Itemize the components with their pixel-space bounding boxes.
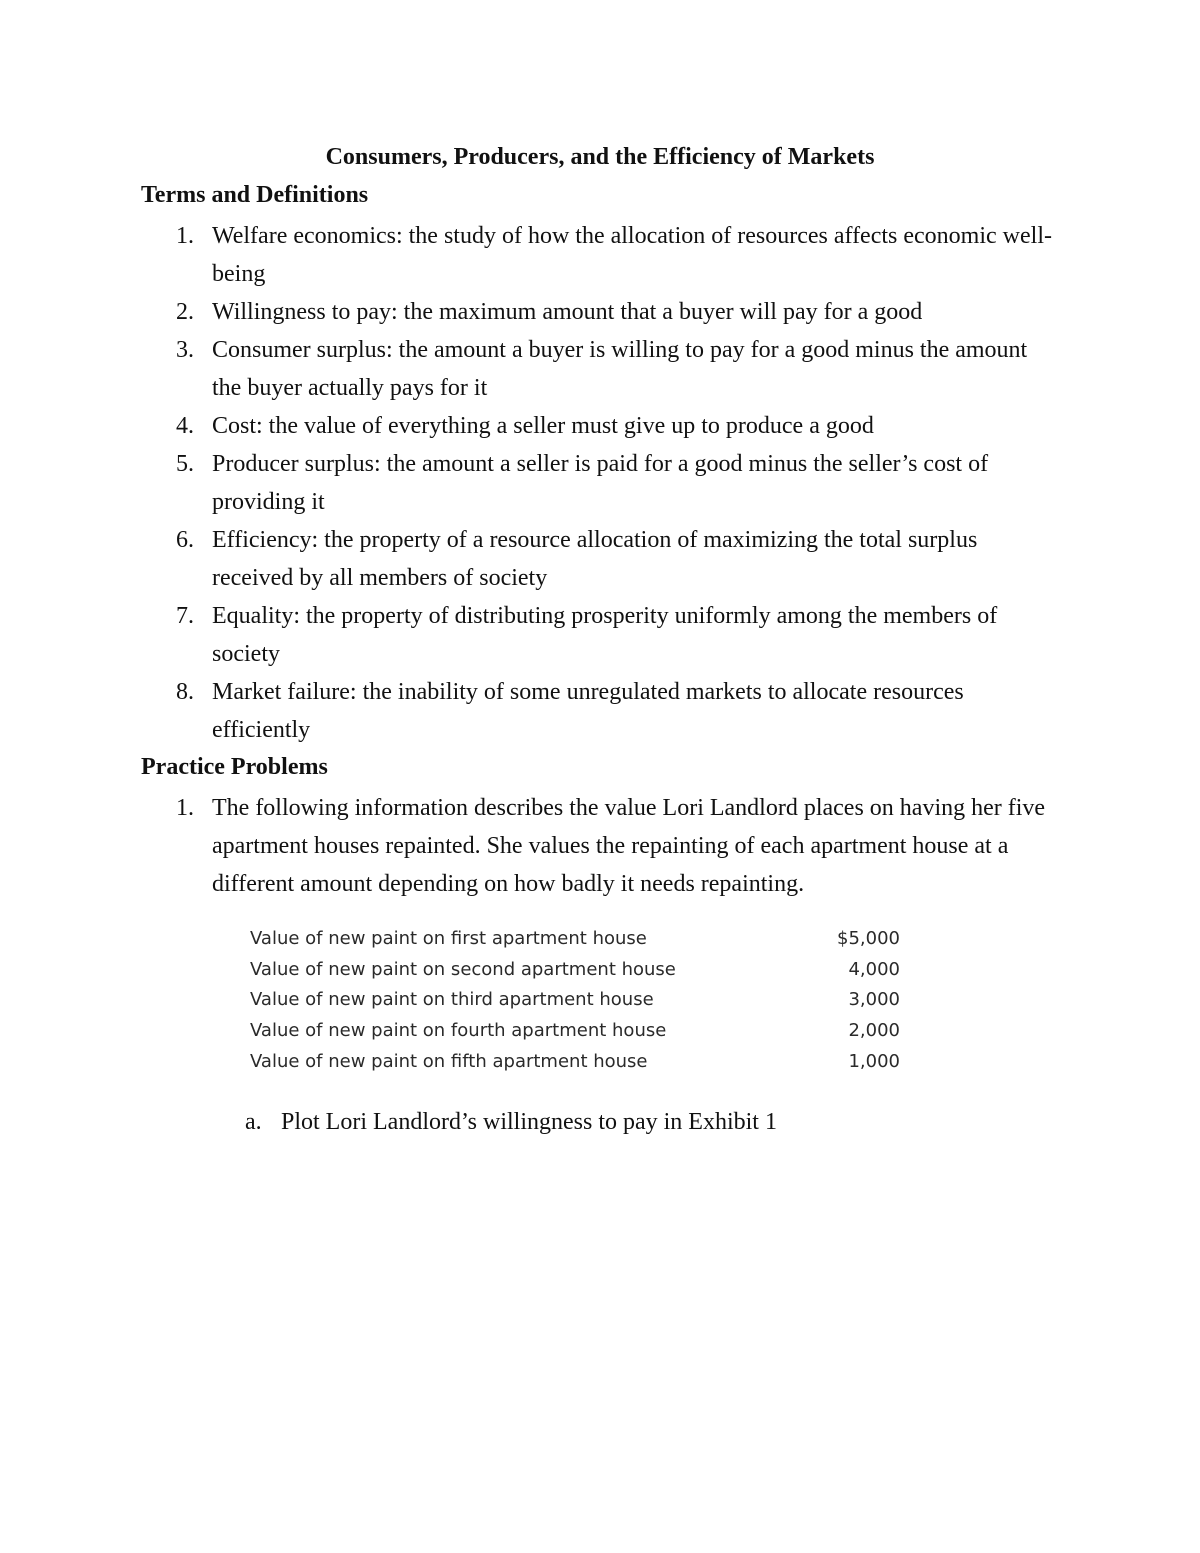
term-number: 4.	[176, 413, 194, 439]
table-row	[250, 924, 900, 955]
row-label: Value of new paint on fourth apartment house	[250, 1020, 667, 1042]
problem-number: 1.	[176, 795, 194, 821]
terms-heading: Terms and Definitions	[141, 182, 369, 208]
term-text: Welfare economics: the study of how the allocation of resources affects economic well-being	[212, 223, 1052, 287]
problems-list	[141, 789, 1061, 903]
term-item	[141, 521, 1061, 597]
term-number: 5.	[176, 451, 194, 477]
table-row	[250, 985, 900, 1016]
row-label: Value of new paint on fifth apartment house	[250, 1050, 648, 1072]
row-amount: 3,000	[848, 989, 900, 1011]
table-row	[250, 1046, 900, 1077]
term-number: 6.	[176, 527, 194, 553]
term-text: Market failure: the inability of some unregulated markets to allocate resources efficiently	[212, 679, 964, 743]
practice-heading: Practice Problems	[141, 754, 328, 780]
term-item	[141, 293, 1061, 331]
row-label: Value of new paint on second apartment house	[250, 958, 676, 980]
problem-text: The following information describes the value Lori Landlord places on having her five apartment houses repainted. She values the repainting of each apartment house at a different amount depending on how badly it needs repainting.	[212, 795, 1046, 897]
term-item	[141, 445, 1061, 521]
term-item	[141, 407, 1061, 445]
page-title: Consumers, Producers, and the Efficiency of Markets	[325, 144, 875, 170]
term-text: Equality: the property of distributing prosperity uniformly among the members of society	[212, 603, 998, 667]
term-number: 1.	[176, 223, 194, 249]
row-amount: $5,000	[837, 928, 900, 950]
row-amount: 1,000	[848, 1050, 900, 1072]
term-text: Willingness to pay: the maximum amount that a buyer will pay for a good	[212, 299, 923, 325]
sub-question-label: a.	[245, 1109, 262, 1135]
term-item	[141, 217, 1061, 293]
row-label: Value of new paint on first apartment house	[250, 928, 647, 950]
term-item	[141, 331, 1061, 407]
term-number: 3.	[176, 337, 194, 363]
table-row	[250, 955, 900, 986]
value-table	[250, 924, 900, 1077]
term-text: Efficiency: the property of a resource allocation of maximizing the total surplus received by all members of society	[212, 527, 978, 591]
term-text: Consumer surplus: the amount a buyer is willing to pay for a good minus the amount the buyer actually pays for it	[212, 337, 1028, 401]
term-item	[141, 673, 1061, 749]
term-number: 2.	[176, 299, 194, 325]
term-number: 8.	[176, 679, 194, 705]
term-text: Producer surplus: the amount a seller is paid for a good minus the seller’s cost of providing it	[212, 451, 989, 515]
row-amount: 2,000	[848, 1020, 900, 1042]
term-number: 7.	[176, 603, 194, 629]
sub-question	[245, 1105, 777, 1139]
sub-question-text: Plot Lori Landlord’s willingness to pay in Exhibit 1	[281, 1109, 777, 1135]
problem-item	[141, 789, 1061, 903]
row-label: Value of new paint on third apartment house	[250, 989, 654, 1011]
terms-list	[141, 217, 1061, 749]
table-row	[250, 1016, 900, 1047]
row-amount: 4,000	[848, 958, 900, 980]
term-item	[141, 597, 1061, 673]
term-text: Cost: the value of everything a seller must give up to produce a good	[212, 413, 874, 439]
